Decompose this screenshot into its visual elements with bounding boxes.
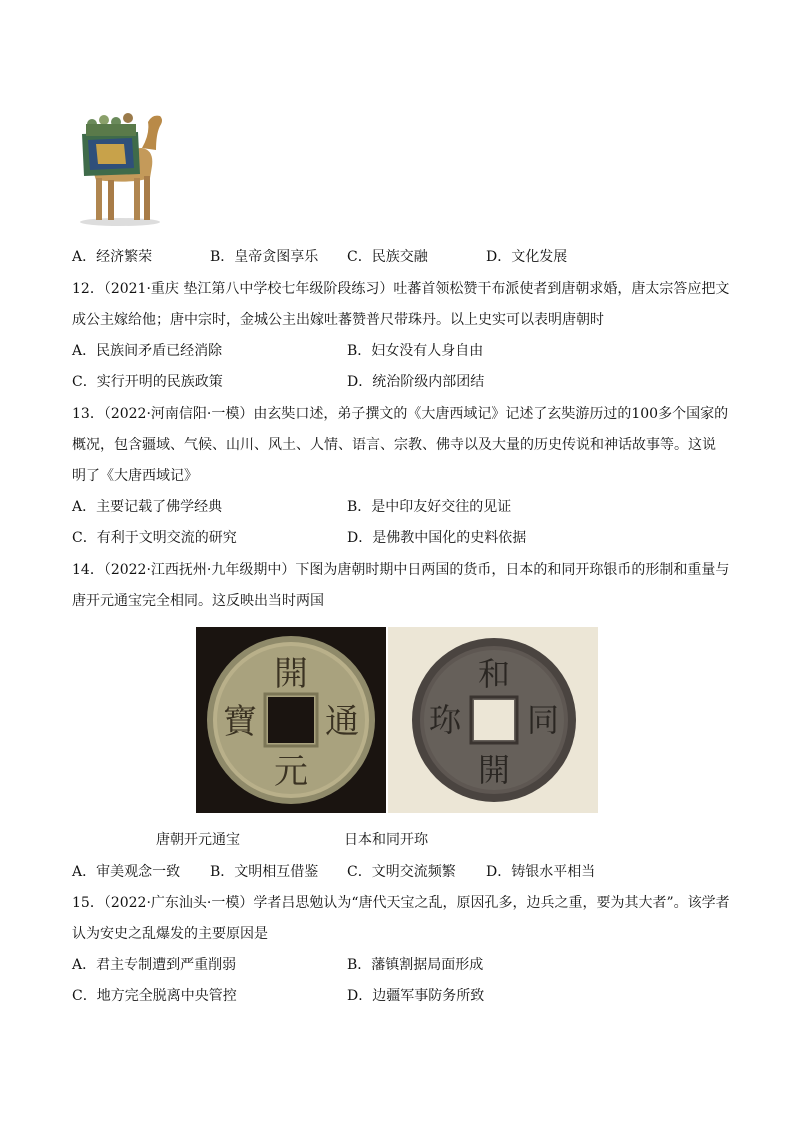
tang-tricolor-camel-image	[72, 104, 168, 228]
q12-option-c: C．实行开明的民族政策	[72, 374, 223, 390]
kaiyuan-char-top: 開	[274, 654, 308, 694]
kaiyuan-tongbao-coin-image	[196, 627, 386, 813]
wadokaichin-caption: 日本和同开珎	[344, 832, 428, 848]
q15-option-c: C．地方完全脱离中央管控	[72, 988, 237, 1004]
wadokaichin-char-bottom: 開	[477, 751, 511, 789]
q11-option-d: D．文化发展	[486, 249, 568, 265]
q14-stem-line-1: 14．（2022·江西抚州·九年级期中）下图为唐朝时期中日两国的货币，日本的和同开珎银币的形制和重量与	[72, 562, 730, 578]
kaiyuan-caption: 唐朝开元通宝	[156, 832, 240, 848]
wadokaichin-coin-image	[388, 627, 598, 813]
q15-stem-line-2: 认为安史之乱爆发的主要原因是	[72, 926, 268, 942]
q13-option-b: B．是中印友好交往的见证	[347, 499, 512, 515]
q15-option-a: A．君主专制遭到严重削弱	[72, 957, 237, 973]
wadokaichin-coin-picture	[388, 627, 598, 813]
q13-stem-line-1: 13．（2022·河南信阳·一模）由玄奘口述，弟子撰文的《大唐西域记》记述了玄奘游历过的100多个国家的	[72, 406, 729, 422]
q11-option-a: A．经济繁荣	[72, 249, 153, 265]
q14-option-b: B．文明相互借鉴	[210, 864, 319, 880]
wadokaichin-char-right: 同	[526, 701, 560, 739]
q14-option-d: D．铸银水平相当	[486, 864, 596, 880]
q13-option-a: A．主要记载了佛学经典	[72, 499, 223, 515]
q11-option-c: C．民族交融	[347, 249, 428, 265]
q13-stem-line-2: 概况，包含疆域、气候、山川、风土、人情、语言、宗教、佛寺以及大量的历史传说和神话故事等。这说	[72, 437, 716, 453]
q14-option-c: C．文明交流频繁	[347, 864, 456, 880]
q15-option-b: B．藩镇割据局面形成	[347, 957, 484, 973]
q13-option-d: D．是佛教中国化的史料依据	[347, 530, 527, 546]
kaiyuan-char-bottom: 元	[274, 752, 308, 792]
wadokaichin-char-left: 珎	[428, 701, 462, 739]
q12-stem-line-2: 成公主嫁给他；唐中宗时，金城公主出嫁吐蕃赞普尺带珠丹。以上史实可以表明唐朝时	[72, 312, 604, 328]
q12-option-d: D．统治阶级内部团结	[347, 374, 485, 390]
q15-stem-line-1: 15．（2022·广东汕头·一模）学者吕思勉认为“唐代天宝之乱，原因孔多，边兵之重，要为其大者”。该学者	[72, 895, 730, 911]
q15-option-d: D．边疆军事防务所致	[347, 988, 485, 1004]
kaiyuan-char-right: 通	[325, 702, 359, 742]
q14-option-a: A．审美观念一致	[72, 864, 181, 880]
q11-option-b: B．皇帝贪图享乐	[210, 249, 319, 265]
wadokaichin-char-top: 和	[477, 655, 511, 693]
q14-stem-line-2: 唐开元通宝完全相同。这反映出当时两国	[72, 593, 324, 609]
camel-figurine-picture	[72, 104, 168, 228]
kaiyuan-coin-picture	[196, 627, 386, 813]
q12-option-b: B．妇女没有人身自由	[347, 343, 484, 359]
kaiyuan-char-left: 寶	[223, 702, 257, 742]
q13-stem-line-3: 明了《大唐西域记》	[72, 468, 198, 484]
q13-option-c: C．有利于文明交流的研究	[72, 530, 237, 546]
q12-option-a: A．民族间矛盾已经消除	[72, 343, 223, 359]
q12-stem-line-1: 12．（2021·重庆 垫江第八中学校七年级阶段练习）吐蕃首领松赞干布派使者到唐朝求婚，唐太宗答应把文	[72, 281, 730, 297]
